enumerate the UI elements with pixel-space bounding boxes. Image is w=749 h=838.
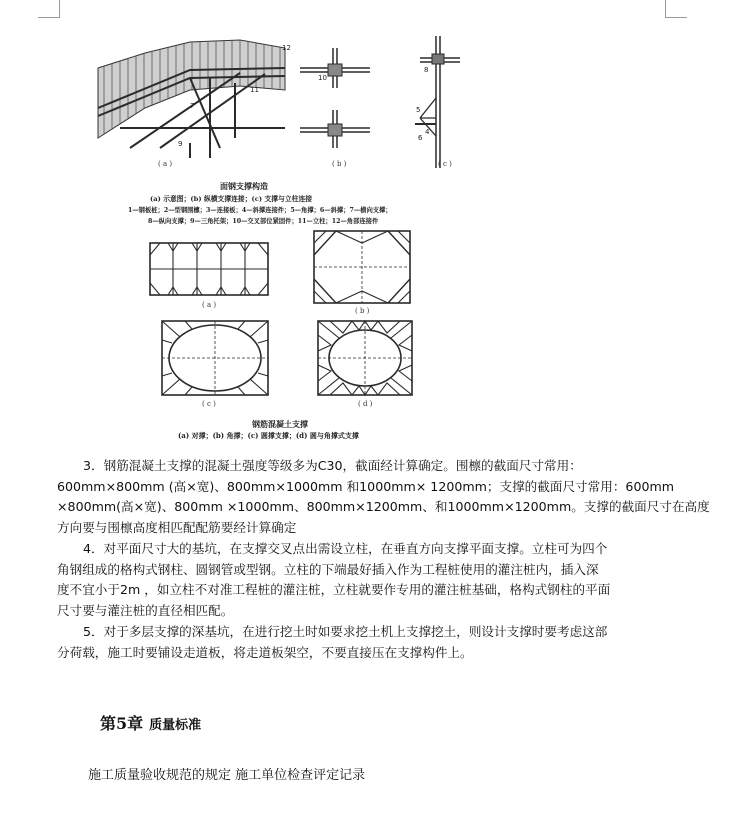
subcaption-d: ( d ): [358, 400, 373, 408]
column-connection-detail: [415, 36, 460, 168]
callout-label: 10: [318, 74, 327, 82]
paragraph-line: 尺寸要与灌注桩的直径相匹配。: [57, 602, 234, 618]
plan-opposite-struts: [150, 243, 268, 295]
paragraph-line: 分荷载，施工时要铺设走道板，将走道板架空，不要直接压在支撑构件上。: [57, 644, 473, 660]
callout-label: 11: [250, 86, 259, 94]
paragraph-line: ×800mm(高×宽)、800mm ×1000mm、800mm×1200mm、和1000mm×1200mm。支撑的截面尺寸在高度: [57, 499, 710, 515]
corner-mark-right-vertical: [665, 0, 666, 17]
steel-support-figure: [90, 28, 475, 178]
corner-mark-left-vertical: [59, 0, 60, 17]
paragraph-4: [57, 539, 667, 621]
paragraph-line: 4．对平面尺寸大的基坑，在支撑交叉点出需设立柱，在垂直方向支撑平面支撑。立柱可为四个: [83, 541, 608, 556]
callout-label: 4: [425, 128, 430, 136]
subcaption-b: ( b ): [355, 307, 370, 315]
paragraph-5: [57, 622, 667, 663]
subcaption-a: ( a ): [202, 301, 217, 309]
corner-mark-right-horizontal: [665, 17, 687, 18]
strut-connection-detail: [300, 48, 370, 148]
plan-corner-struts: [314, 231, 410, 303]
steel-support-drawing: [90, 28, 475, 178]
concrete-support-drawing: [140, 225, 420, 415]
figure1-caption-line1: (a) 示意图；(b) 纵横支撑连接；(c) 支撑与立柱连接: [150, 195, 313, 203]
subcaption-c: ( c ): [202, 400, 216, 408]
subcaption-c: ( c ): [438, 160, 452, 168]
chapter-heading: [100, 711, 201, 734]
callout-label: 5: [416, 106, 421, 114]
subcaption-b: ( b ): [332, 160, 347, 168]
paragraph-3: [57, 456, 710, 538]
paragraph-line: 度不宜小于2m ，如立柱不对准工程桩的灌注桩，立柱就要作专用的灌注桩基础，格构式钢柱的平面: [57, 582, 611, 598]
plan-ring-strut: [162, 321, 268, 395]
callout-label: 8: [424, 66, 429, 74]
callout-label: 7: [190, 102, 195, 110]
figure1-caption-line3: 8—纵向支撑；9—三角托架；10—交叉部位紧固件；11—立柱；12—角部连接件: [148, 218, 379, 225]
figure1-caption-line2: 1—钢板桩；2—型钢围檩；3—连接板；4—斜撑连接件；5—角撑；6—斜撑；7—横向支撑；: [128, 207, 392, 214]
plan-ring-corner-strut: [318, 321, 412, 395]
paragraph-line: 5．对于多层支撑的深基坑，在进行挖土时如要求挖土机上支撑挖土，则设计支撑时要考虑这部: [83, 624, 608, 639]
chapter-number: 第5章: [100, 714, 144, 733]
paragraph-line: 角钢组成的格构式钢柱、圆钢管或型钢。立柱的下端最好插入作为工程桩使用的灌注桩内，插入深: [57, 561, 599, 577]
paragraph-line: 方向要与围檩高度相匹配配筋要经计算确定: [57, 519, 297, 535]
figure2-caption: (a) 对撑；(b) 角撑；(c) 圆撑支撑；(d) 圆与角撑式支撑: [178, 431, 359, 440]
chapter-subtitle: 质量标准: [149, 718, 202, 733]
section-line: 施工质量验收规范的规定 施工单位检查评定记录: [88, 768, 366, 783]
callout-label: 12: [282, 44, 291, 52]
concrete-support-figure: [140, 225, 420, 415]
callout-label: 6: [418, 134, 423, 142]
figure1-title: 面钢支撑构造: [220, 181, 268, 191]
callout-label: 9: [178, 140, 183, 148]
subcaption-a: ( a ): [158, 160, 173, 168]
corner-mark-left-horizontal: [38, 17, 60, 18]
paragraph-line: 600mm×800mm (高×宽)、800mm×1000mm 和1000mm× 1200mm；支撑的截面尺寸常用：600mm: [57, 478, 675, 494]
figure2-title: 钢筋混凝土支撑: [252, 419, 308, 429]
paragraph-line: 3．钢筋混凝土支撑的混凝土强度等级多为C30，截面经计算确定。围檩的截面尺寸常用：: [83, 458, 582, 473]
